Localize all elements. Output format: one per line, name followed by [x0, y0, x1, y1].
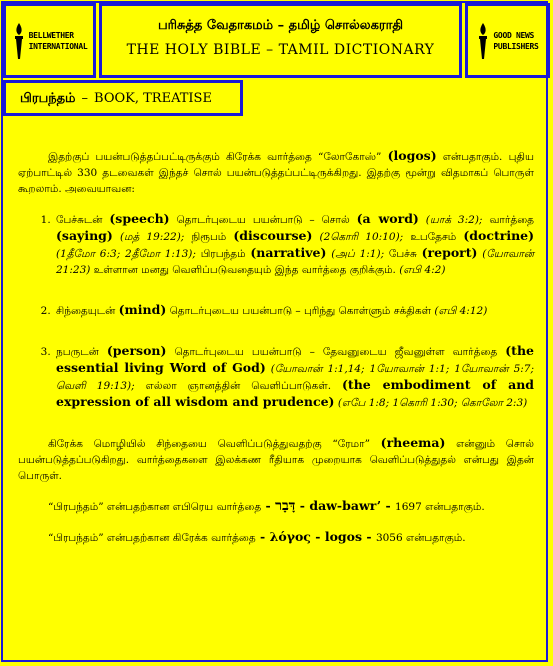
title-english: THE HOLY BIBLE – TAMIL DICTIONARY [126, 42, 435, 58]
separator: - [310, 529, 325, 544]
text: உள்ளான மனது வெளிப்படுவதையும் இந்த வார்த்தை குறிக்கும். [93, 264, 396, 276]
text: தொடர்புடைய பயன்பாடு – புரிந்து கொள்ளும் சக்திகள் [169, 305, 432, 317]
scripture-ref: (எபே 1:8; 1கொரி 1:30; கொலோ 2:3) [337, 397, 528, 409]
english-term: (narrative) [250, 245, 327, 260]
text: உபதேசம் [410, 231, 457, 243]
text: பிரபந்தம் [200, 248, 246, 260]
text: “பிரபந்தம்” என்பதற்கான எபிரெய வார்த்தை [48, 501, 262, 513]
separator: - [255, 529, 270, 544]
list-item [54, 211, 534, 278]
english-term: (saying) [56, 228, 113, 243]
english-term: (a word) [356, 211, 419, 226]
text: பேச்சுடன் [56, 214, 103, 226]
entry-word-english: BOOK, TREATISE [94, 91, 212, 106]
list-item [54, 302, 534, 319]
text: நபருடன் [56, 346, 99, 358]
text: இதற்குப் பயன்படுத்தப்பட்டிருக்கும் கிரேக்க வார்த்தை “லோகோஸ்” [48, 151, 382, 163]
entry-body [18, 148, 534, 560]
good-news-logo [465, 3, 550, 78]
separator: - [261, 498, 276, 513]
hebrew-paragraph [18, 498, 534, 515]
rheema-paragraph [18, 435, 534, 484]
text: வார்த்தை [489, 214, 534, 226]
bellwether-logo [3, 3, 96, 78]
text: பேச்சு [388, 248, 417, 260]
separator: - [381, 498, 396, 513]
greek-paragraph [18, 529, 534, 546]
english-term: (doctrine) [463, 228, 535, 243]
english-term: (speech) [109, 211, 170, 226]
title-tamil: பரிசுத்த வேதாகமம் – தமிழ் சொல்லகராதி [157, 18, 404, 33]
english-term: (report) [421, 245, 478, 260]
scripture-ref: (மத் 19:22); [119, 231, 185, 243]
scripture-ref: (யாக் 3:2); [425, 214, 483, 226]
english-term: (the embodiment of and expression of all wisdom and prudence) [56, 377, 535, 409]
scripture-ref: (அப் 1:1); [331, 248, 385, 260]
greek-word: λόγος [269, 529, 311, 544]
logo-line-1: GOOD NEWS [493, 30, 535, 40]
english-term: (the essential living Word of God) [56, 343, 534, 375]
english-term: (mind) [118, 302, 167, 317]
scripture-ref: (யோவான் 1:1,14; 1யோவான் 1:1; 1யோவான் 5:7; வெளி 19:13); [56, 363, 534, 392]
scripture-ref: (எபி 4:12) [434, 305, 488, 317]
entry-heading [3, 80, 243, 116]
intro-paragraph [18, 148, 534, 197]
list-item [54, 343, 534, 411]
transliteration: logos [324, 529, 363, 544]
english-term: (discourse) [233, 228, 313, 243]
meanings-list [18, 211, 534, 411]
scripture-ref: (1தீமோ 6:3; 2தீமோ 1:13); [56, 248, 196, 260]
text: தொடர்புடைய பயன்பாடு – தேவனுடைய ஜீவனுள்ள வார்த்தை [174, 346, 498, 358]
english-term: (person) [106, 343, 167, 358]
text: சிந்தையுடன் [56, 305, 116, 317]
torch-icon [12, 21, 26, 61]
text: தொடர்புடைய பயன்பாடு – சொல் [176, 214, 350, 226]
text: என்னும் சொல் பயன்படுத்தப்படுகிறது. வார்த்தைகளை இலக்கண ரீதியாக முறையாக வெளிப்படுத்துதல் என்பது இதன் பொருள். [18, 438, 534, 482]
transliteration: daw-bawr’ [309, 498, 382, 513]
title-box [99, 3, 462, 78]
torch-icon [476, 21, 490, 61]
text: கிரேக்க மொழியில் சிந்தையை வெளிப்படுத்துவதற்கு “ரேமா” [48, 438, 370, 450]
strongs-number: 1697 [395, 501, 422, 513]
separator: - [362, 529, 376, 544]
entry-dash: – [81, 91, 89, 106]
hebrew-word: דָּבָר [275, 498, 296, 514]
text: எல்லா ஞானத்தின் வெளிப்பாடுகள். [145, 380, 332, 392]
english-term: (rheema) [380, 435, 446, 450]
separator: - [295, 498, 310, 513]
text: என்பதாகும். [406, 532, 466, 544]
logo-line-2: PUBLISHERS [493, 41, 539, 51]
scripture-ref: (2கொரி 10:10); [319, 231, 404, 243]
text: என்பதாகும். புதிய ஏற்பாட்டில் 330 தடவைகள் இந்தச் சொல் பயன்படுத்தப்பட்டிருக்கிறது. இதற்கு மூன்று விதமாகப் பொருள் கூறலாம். அவையாவன: [18, 151, 535, 195]
logo-line-1: BELLWETHER [28, 30, 74, 40]
english-term: (logos) [387, 148, 437, 163]
text: நிரூபம் [191, 231, 227, 243]
text: என்பதாகும். [425, 501, 485, 513]
text: “பிரபந்தம்” என்பதற்கான கிரேக்க வார்த்தை [48, 532, 256, 544]
scripture-ref: (எபி 4:2) [399, 264, 446, 276]
logo-line-2: INTERNATIONAL [28, 41, 88, 51]
strongs-number: 3056 [375, 532, 403, 544]
entry-word-tamil: பிரபந்தம் [20, 91, 76, 106]
scripture-ref: (யோவான் 21:23) [56, 248, 535, 276]
